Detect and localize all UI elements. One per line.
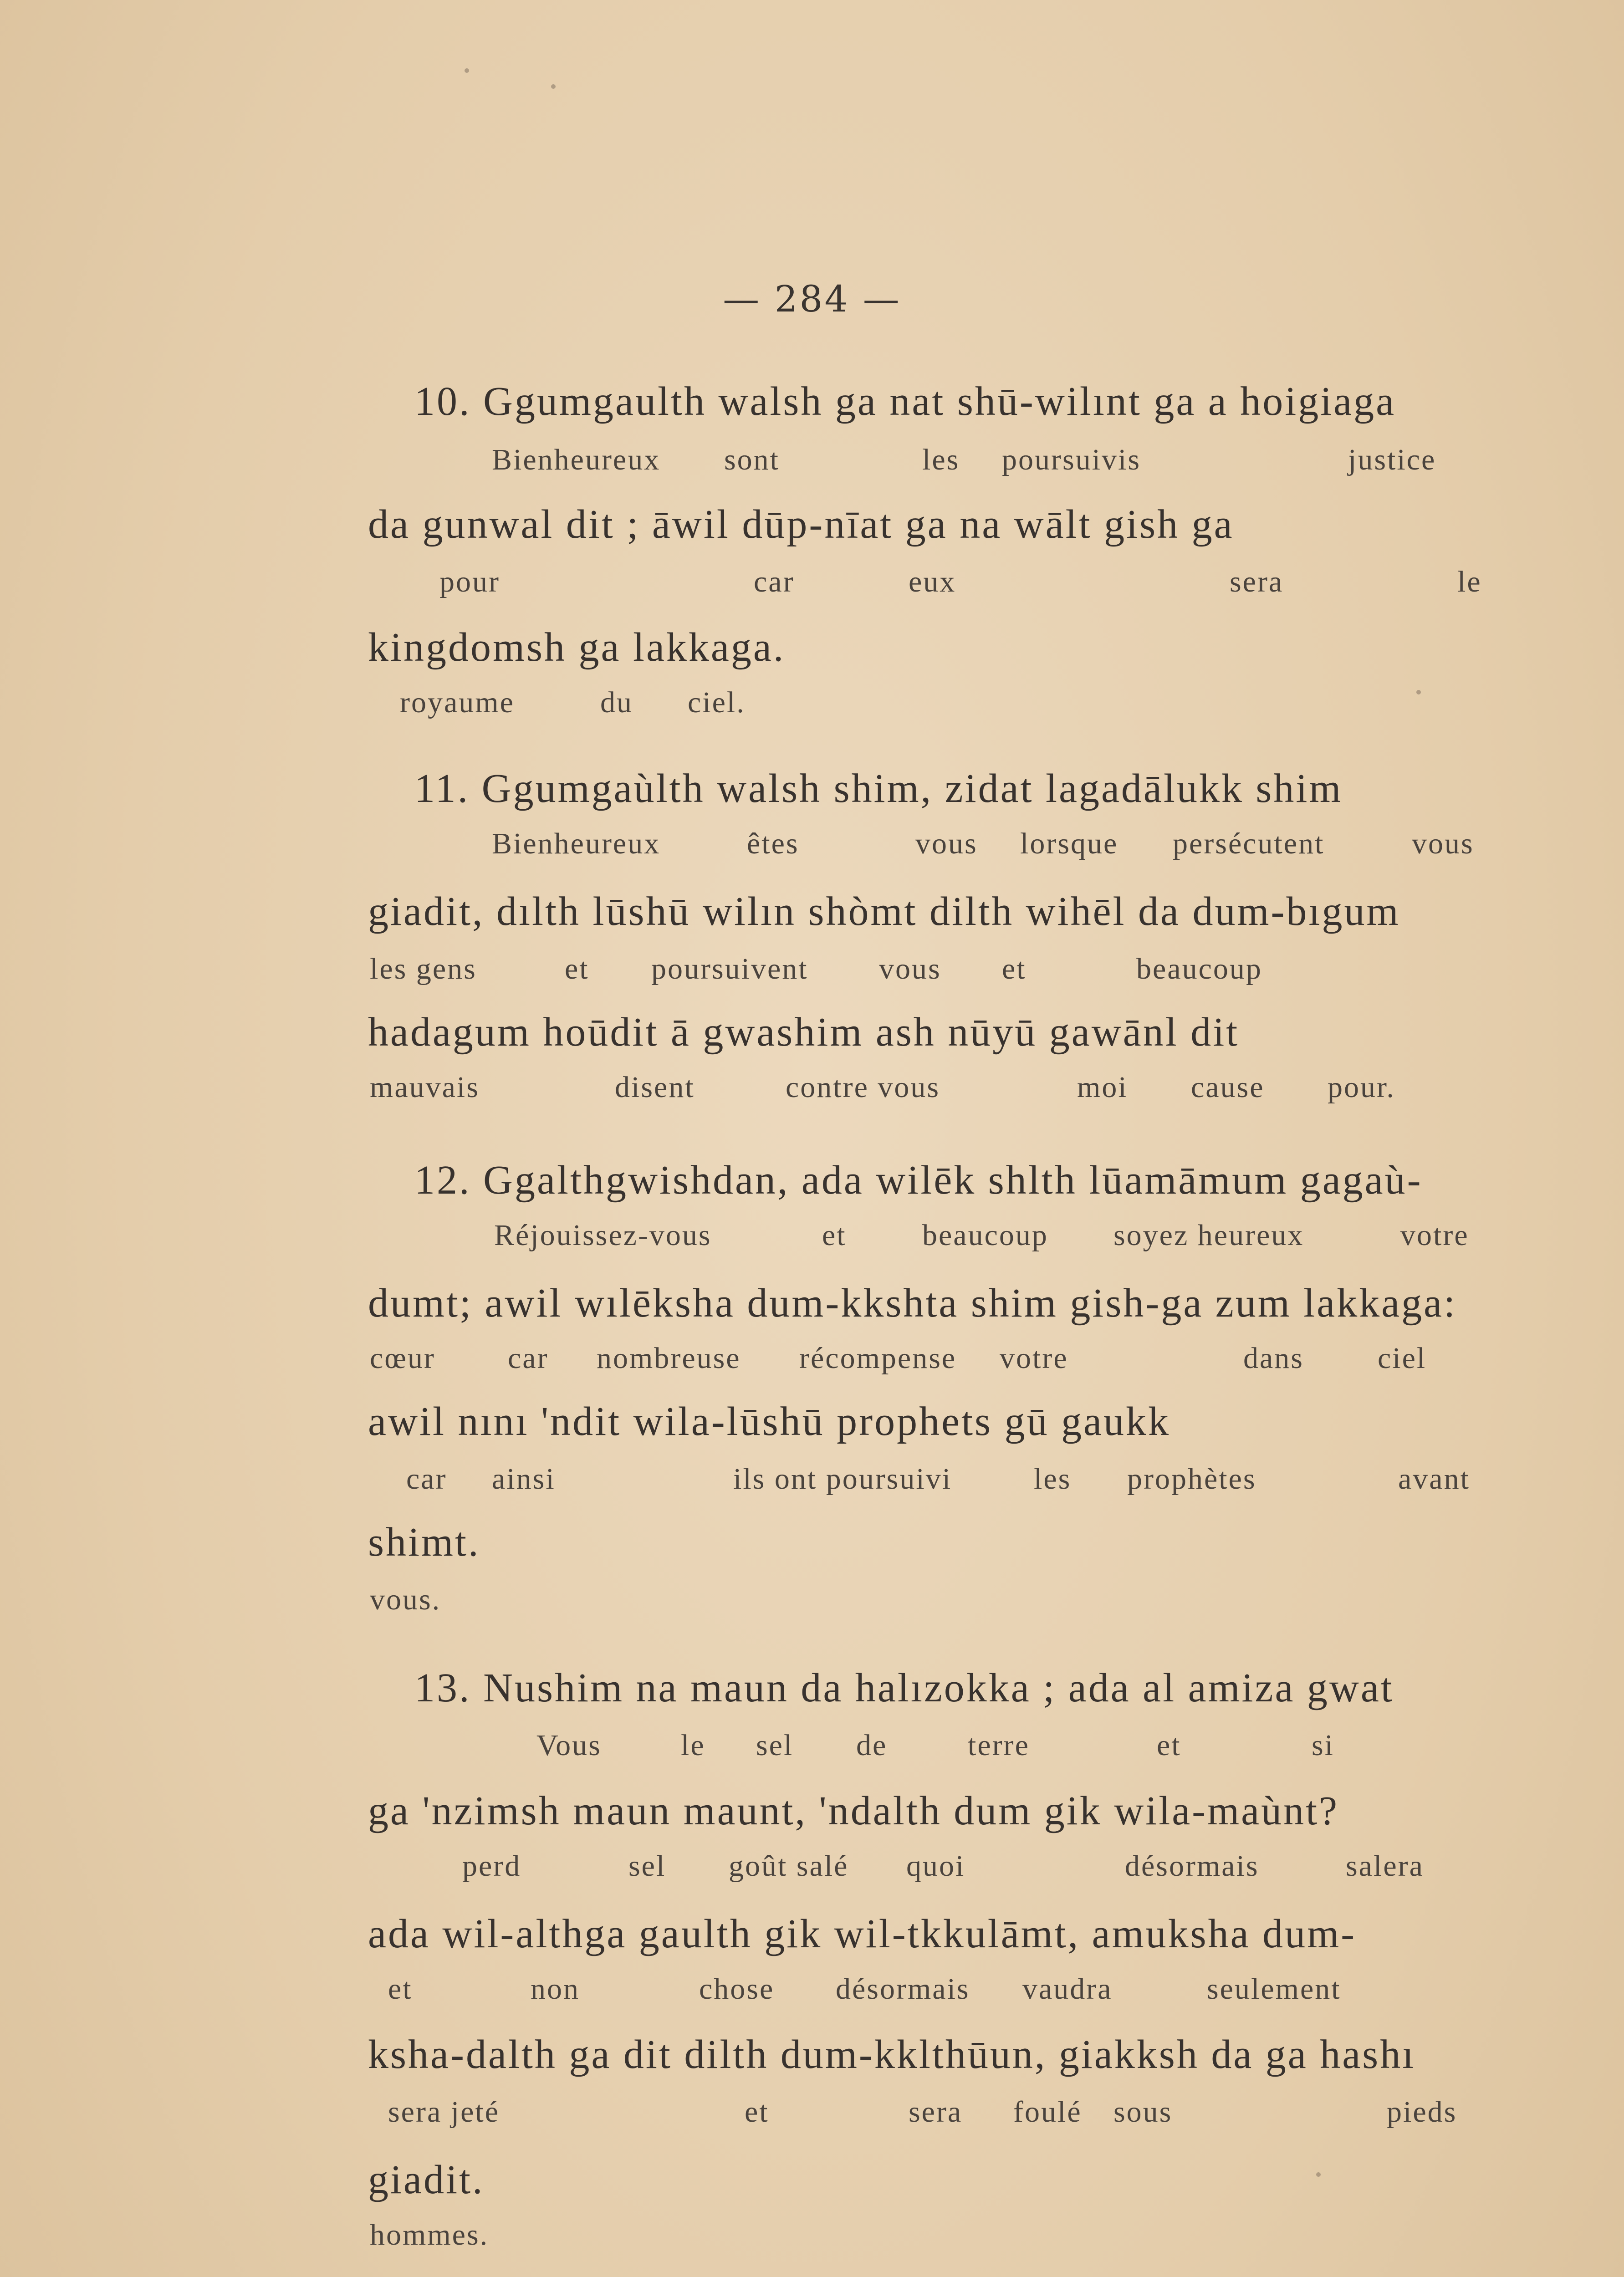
gloss-word: sous — [1113, 2095, 1173, 2129]
verse-13-line-2 — [368, 1787, 1339, 1834]
source-text: awil nını 'ndit wila-lūshū prophets gū gaukk — [368, 1399, 1171, 1444]
verse-11-gloss-3 — [0, 1070, 1624, 1107]
verse-13-line-3 — [368, 1910, 1356, 1957]
verse-12-gloss-1 — [0, 1218, 1624, 1255]
verse-11-line-2 — [368, 888, 1400, 935]
gloss-word: pour — [439, 565, 500, 598]
gloss-word: car — [754, 565, 795, 598]
gloss-word: vous. — [370, 1583, 441, 1616]
gloss-word: prophètes — [1127, 1462, 1256, 1496]
verse-12-gloss-2 — [0, 1341, 1624, 1378]
gloss-word: le — [681, 1729, 705, 1762]
gloss-word: de — [856, 1729, 888, 1762]
source-text: kingdomsh ga lakkaga. — [368, 625, 786, 670]
verse-13-gloss-5 — [0, 2218, 1624, 2254]
gloss-word: seulement — [1207, 1972, 1341, 2006]
gloss-word: Bienheureux — [492, 443, 661, 476]
gloss-word: salera — [1346, 1849, 1424, 1883]
gloss-word: dans — [1243, 1342, 1304, 1375]
gloss-word: lorsque — [1020, 827, 1118, 860]
gloss-word: cœur — [370, 1342, 435, 1375]
source-text: giadit, dılth lūshū wilın shòmt dilth wihēl da dum-bıgum — [368, 889, 1400, 934]
gloss-word: poursuivent — [651, 952, 808, 985]
gloss-word: sera — [1230, 565, 1284, 598]
source-text: da gunwal dit ; āwil dūp-nīat ga na wālt gish ga — [368, 502, 1234, 547]
gloss-word: vous — [879, 952, 941, 985]
gloss-word: perd — [462, 1849, 521, 1883]
verse-11-gloss-2 — [0, 952, 1624, 988]
verse-13-line-4 — [368, 2031, 1415, 2078]
gloss-word: vaudra — [1022, 1972, 1113, 2006]
gloss-word: moi — [1077, 1071, 1128, 1104]
gloss-word: soyez heureux — [1113, 1219, 1304, 1252]
gloss-word: et — [822, 1219, 847, 1252]
gloss-word: et — [745, 2095, 769, 2129]
gloss-word: hommes. — [370, 2218, 489, 2251]
gloss-word: les gens — [370, 952, 477, 985]
source-text: ksha-dalth ga dit dilth dum-kklthūun, giakksh da ga hashı — [368, 2032, 1416, 2077]
gloss-word: et — [1157, 1729, 1181, 1762]
verse-13-gloss-2 — [0, 1849, 1624, 1885]
gloss-word: récompense — [799, 1342, 957, 1375]
verse-10-line-1 — [414, 378, 1396, 425]
gloss-word: sera jeté — [388, 2095, 500, 2129]
gloss-word: justice — [1348, 443, 1436, 476]
verse-12-line-4 — [368, 1519, 480, 1566]
gloss-word: désormais — [836, 1972, 970, 2006]
gloss-word: et — [565, 952, 589, 985]
gloss-word: les — [1034, 1462, 1072, 1496]
source-text: Ggalthgwishdan, ada wilēk shlth lūamāmum gagaù- — [483, 1158, 1423, 1203]
verse-13-gloss-1 — [0, 1728, 1624, 1765]
gloss-word: désormais — [1125, 1849, 1259, 1883]
paper-speck — [465, 68, 469, 73]
source-text: hadagum hoūdit ā gwashim ash nūyū gawānl dit — [368, 1010, 1240, 1055]
gloss-word: pour. — [1328, 1071, 1395, 1104]
gloss-word: ciel — [1378, 1342, 1427, 1375]
gloss-word: disent — [615, 1071, 695, 1104]
verse-10-line-2 — [368, 501, 1234, 548]
verse-11-gloss-1 — [0, 827, 1624, 863]
source-text: ada wil-althga gaulth gik wil-tkkulāmt, amuksha dum- — [368, 1911, 1357, 1956]
gloss-word: contre vous — [786, 1071, 940, 1104]
gloss-word: persécutent — [1173, 827, 1325, 860]
verse-12-gloss-3 — [0, 1462, 1624, 1498]
verse-13-gloss-3 — [0, 1972, 1624, 2008]
verse-number: 13. — [414, 1665, 471, 1710]
verse-number: 11. — [414, 766, 470, 811]
gloss-word: cause — [1191, 1071, 1265, 1104]
gloss-word: eux — [909, 565, 956, 598]
source-text: dumt; awil wılēksha dum-kkshta shim gish-ga zum lakkaga: — [368, 1281, 1457, 1326]
source-text: Ggumgaulth walsh ga nat shū-wilınt ga a hoigiaga — [483, 379, 1396, 424]
verse-number: 12. — [414, 1158, 471, 1203]
verse-12-line-2 — [368, 1280, 1457, 1327]
gloss-word: votre — [1400, 1219, 1469, 1252]
source-text: ga 'nzimsh maun maunt, 'ndalth dum gik wila-maùnt? — [368, 1788, 1339, 1833]
verse-12-line-1 — [414, 1157, 1423, 1204]
gloss-word: pieds — [1387, 2095, 1457, 2129]
paper-speck — [551, 84, 556, 89]
verse-11-line-3 — [368, 1009, 1239, 1056]
paper-speck — [1416, 690, 1421, 694]
gloss-word: Réjouissez-vous — [494, 1219, 712, 1252]
gloss-word: foulé — [1013, 2095, 1082, 2129]
verse-10-line-3 — [368, 624, 785, 671]
source-text: Nushim na maun da halızokka ; ada al amiza gwat — [483, 1665, 1394, 1710]
gloss-word: et — [1002, 952, 1026, 985]
paper-speck — [1316, 2172, 1321, 2177]
gloss-word: poursuivis — [1002, 443, 1141, 476]
gloss-word: si — [1312, 1729, 1335, 1762]
gloss-word: ainsi — [492, 1462, 556, 1496]
gloss-word: Bienheureux — [492, 827, 661, 860]
gloss-word: beaucoup — [1136, 952, 1262, 985]
gloss-word: du — [600, 686, 633, 719]
gloss-word: sel — [628, 1849, 666, 1883]
verse-10-gloss-3 — [0, 685, 1624, 722]
gloss-word: ciel. — [688, 686, 746, 719]
gloss-word: car — [406, 1462, 447, 1496]
verse-11-line-1 — [414, 765, 1343, 812]
gloss-word: sel — [756, 1729, 794, 1762]
gloss-word: ils ont poursuivi — [733, 1462, 952, 1496]
gloss-word: avant — [1398, 1462, 1470, 1496]
gloss-word: nombreuse — [597, 1342, 741, 1375]
verse-12-gloss-4 — [0, 1583, 1624, 1619]
gloss-word: mauvais — [370, 1071, 480, 1104]
verse-10-gloss-2 — [0, 565, 1624, 601]
gloss-word: Vous — [536, 1729, 602, 1762]
gloss-word: et — [388, 1972, 413, 2006]
gloss-word: royaume — [400, 686, 515, 719]
gloss-word: le — [1457, 565, 1482, 598]
gloss-word: quoi — [906, 1849, 965, 1883]
verse-13-line-1 — [414, 1664, 1394, 1711]
verse-number: 10. — [414, 379, 471, 424]
gloss-word: vous — [915, 827, 978, 860]
gloss-word: non — [531, 1972, 580, 2006]
gloss-word: goût salé — [729, 1849, 849, 1883]
gloss-word: beaucoup — [922, 1219, 1048, 1252]
verse-12-line-3 — [368, 1398, 1170, 1445]
source-text: Ggumgaùlth walsh shim, zidat lagadālukk shim — [481, 766, 1343, 811]
verse-13-line-5 — [368, 2156, 484, 2203]
gloss-word: êtes — [747, 827, 799, 860]
gloss-word: les — [922, 443, 960, 476]
source-text: shimt. — [368, 1520, 480, 1565]
gloss-word: sont — [724, 443, 780, 476]
gloss-word: sera — [909, 2095, 963, 2129]
source-text: giadit. — [368, 2157, 485, 2202]
gloss-word: chose — [699, 1972, 775, 2006]
verse-10-gloss-1 — [0, 443, 1624, 479]
verse-13-gloss-4 — [0, 2095, 1624, 2131]
gloss-word: terre — [968, 1729, 1030, 1762]
gloss-word: car — [508, 1342, 549, 1375]
gloss-word: votre — [1000, 1342, 1068, 1375]
gloss-word: vous — [1412, 827, 1474, 860]
page-number: — 284 — — [723, 278, 901, 320]
